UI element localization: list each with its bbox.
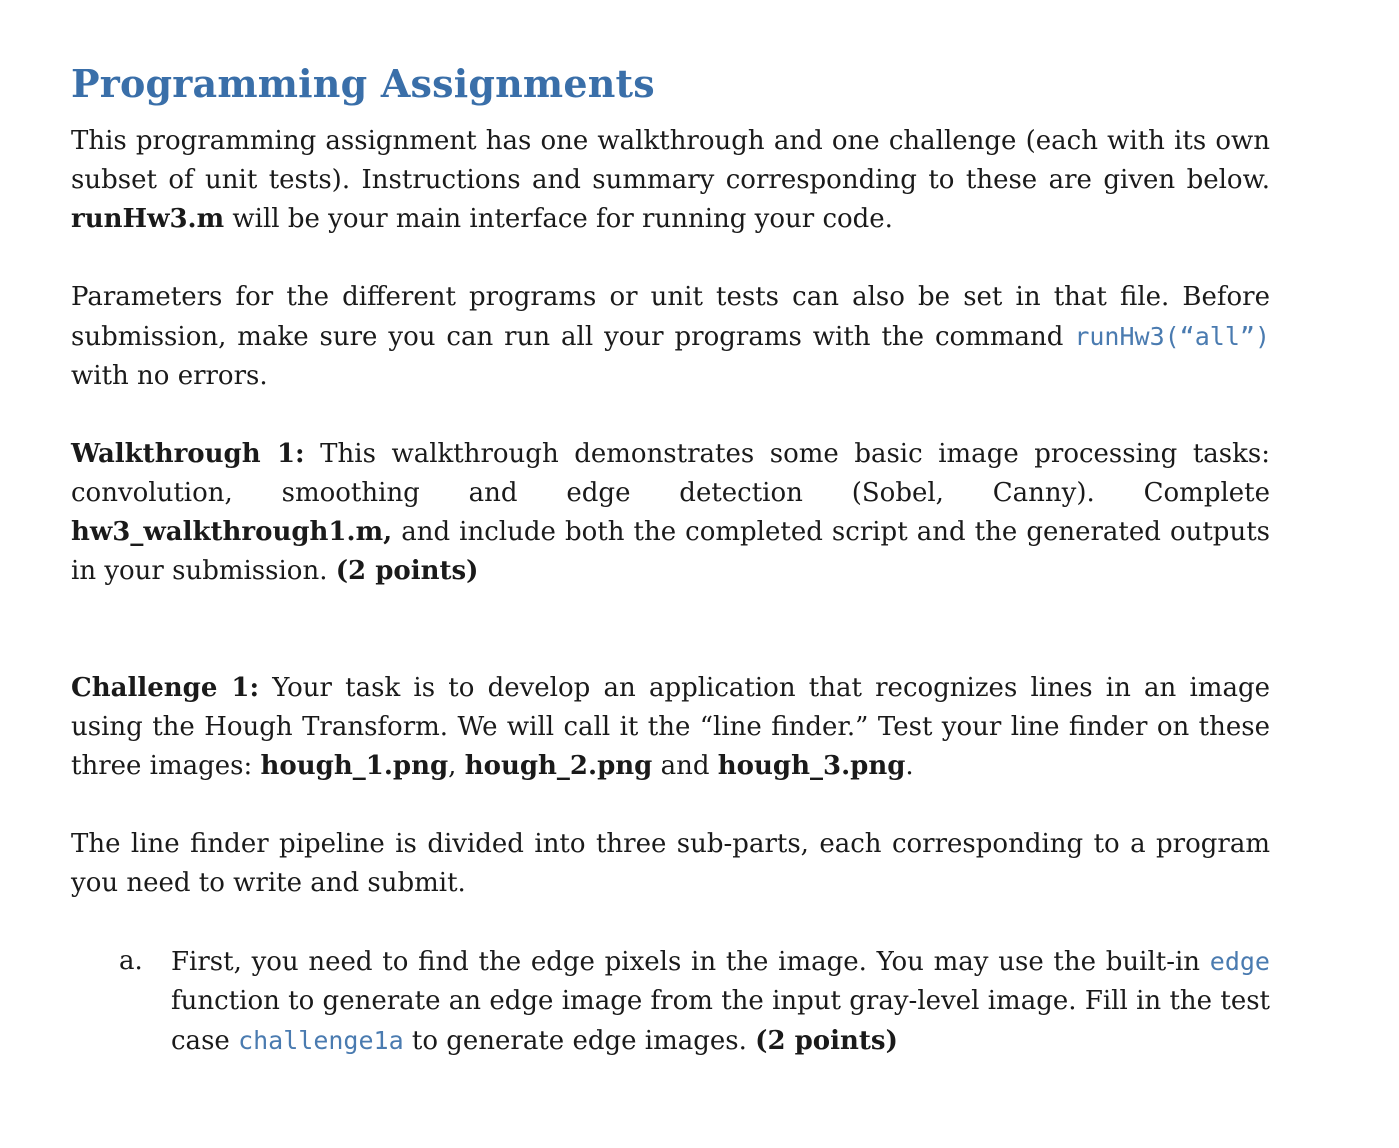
image-hough-1: hough_1.png — [260, 751, 449, 781]
intro-paragraph — [71, 122, 1270, 239]
challenge-sep-1: , — [448, 751, 465, 781]
params-text-2: with no errors. — [71, 361, 268, 391]
item-a-text-2: function to generate an edge image from the input gray-level image. Fill in the test case — [171, 986, 1270, 1056]
challenge-sep-2: and — [652, 751, 718, 781]
walkthrough-paragraph — [71, 435, 1270, 591]
challenge-text-1: Your task is to develop an application that recognizes lines in an image using the Hough Transform. We will call it the “line finder.” Test your line finder on these three images: — [71, 673, 1270, 781]
walkthrough-points: (2 points) — [335, 556, 479, 586]
image-hough-2: hough_2.png — [464, 751, 653, 781]
edge-function: edge — [1209, 947, 1270, 976]
params-text-1: Parameters for the different programs or unit tests can also be set in that file. Before submission, make sure you can run all your programs with the command — [71, 282, 1270, 352]
list-marker: a. — [119, 946, 143, 976]
item-a-points: (2 points) — [755, 1026, 898, 1056]
pipeline-paragraph: The line finder pipeline is divided into three sub-parts, each corresponding to a program you need to write and submit. — [71, 829, 1270, 898]
walkthrough-text-1: This walkthrough demonstrates some basic image processing tasks: convolution, smoothing and edge detection (Sobel, Canny). Complete — [71, 439, 1271, 508]
document-page — [71, 58, 1270, 1061]
intro-text-2: will be your main interface for running your code. — [224, 204, 893, 234]
list-item — [71, 942, 1270, 1061]
walkthrough-file: hw3_walkthrough1.m, — [71, 517, 393, 547]
intro-text-1: This programming assignment has one walkthrough and one challenge (each with its own subset of unit tests). Instructions and summary corresponding to these are given below. — [71, 126, 1270, 195]
list-item-text — [171, 942, 1270, 1061]
challenge-paragraph — [71, 669, 1270, 786]
run-command: runHw3(“all”) — [1074, 322, 1270, 351]
challenge-end: . — [905, 751, 914, 781]
main-file-name: runHw3.m — [71, 204, 225, 234]
params-paragraph — [71, 278, 1270, 396]
image-hough-3: hough_3.png — [717, 751, 906, 781]
item-a-text-1: First, you need to find the edge pixels in the image. You may use the built-in — [171, 947, 1210, 977]
test-case-name: challenge1a — [238, 1026, 404, 1055]
challenge-label: Challenge 1: — [71, 673, 260, 703]
page-title: Programming Assignments — [71, 61, 655, 106]
walkthrough-label: Walkthrough 1: — [71, 439, 305, 469]
walkthrough-text-2: and include both the completed script and the generated outputs in your submission. — [71, 517, 1270, 586]
item-a-text-3: to generate edge images. — [403, 1026, 756, 1056]
